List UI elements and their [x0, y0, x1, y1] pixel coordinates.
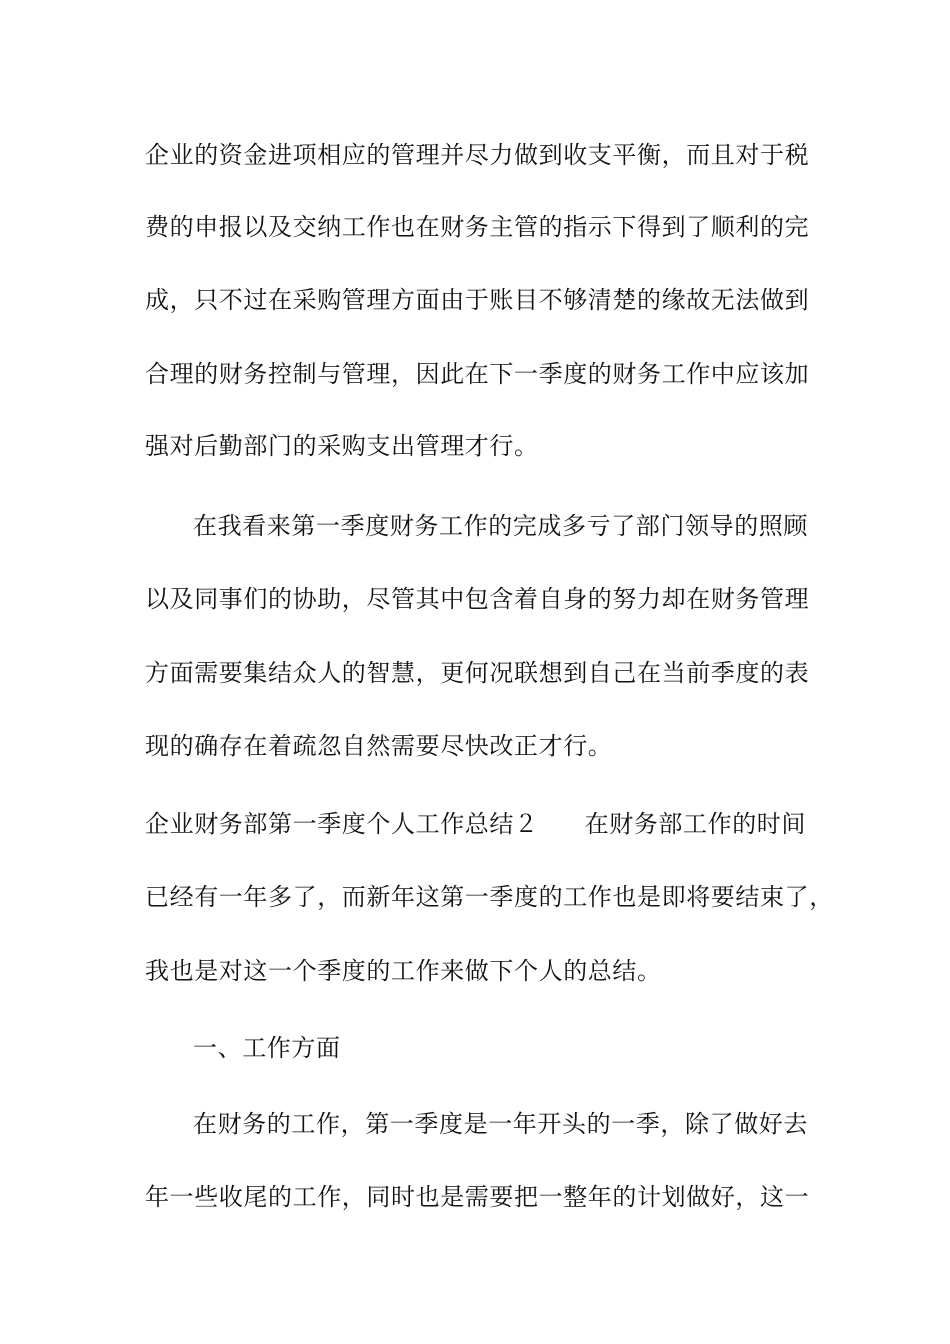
text-line: 方面需要集结众人的智慧，更何况联想到自己在当前季度的表 [145, 659, 810, 687]
paragraph-start-line: 在我看来第一季度财务工作的完成多亏了部门领导的照顾 [193, 512, 808, 540]
text-line: 年一些收尾的工作，同时也是需要把一整年的计划做好，这一 [145, 1183, 810, 1211]
text-line: 企业的资金进项相应的管理并尽力做到收支平衡，而且对于税 [145, 141, 810, 169]
section-heading-line [145, 809, 825, 839]
text-line: 强对后勤部门的采购支出管理才行。 [145, 432, 539, 460]
text-line: 合理的财务控制与管理，因此在下一季度的财务工作中应该加 [145, 360, 810, 388]
subheading: 一、工作方面 [193, 1034, 341, 1062]
text-line: 费的申报以及交纳工作也在财务主管的指示下得到了顺利的完 [145, 213, 810, 241]
section-heading: 企业财务部第一季度个人工作总结２ [145, 810, 539, 838]
text-line: 成，只不过在采购管理方面由于账目不够清楚的缘故无法做到 [145, 286, 810, 314]
text-line: 以及同事们的协助，尽管其中包含着自身的努力却在财务管理 [145, 585, 810, 613]
paragraph-start-line: 在财务的工作，第一季度是一年开头的一季，除了做好去 [193, 1110, 808, 1138]
text-line: 已经有一年多了，而新年这第一季度的工作也是即将要结束了， [145, 883, 834, 911]
text-line: 现的确存在着疏忽自然需要尽快改正才行。 [145, 732, 613, 760]
text-line: 在财务部工作的时间 [584, 810, 807, 838]
text-line: 我也是对这一个季度的工作来做下个人的总结。 [145, 957, 662, 985]
